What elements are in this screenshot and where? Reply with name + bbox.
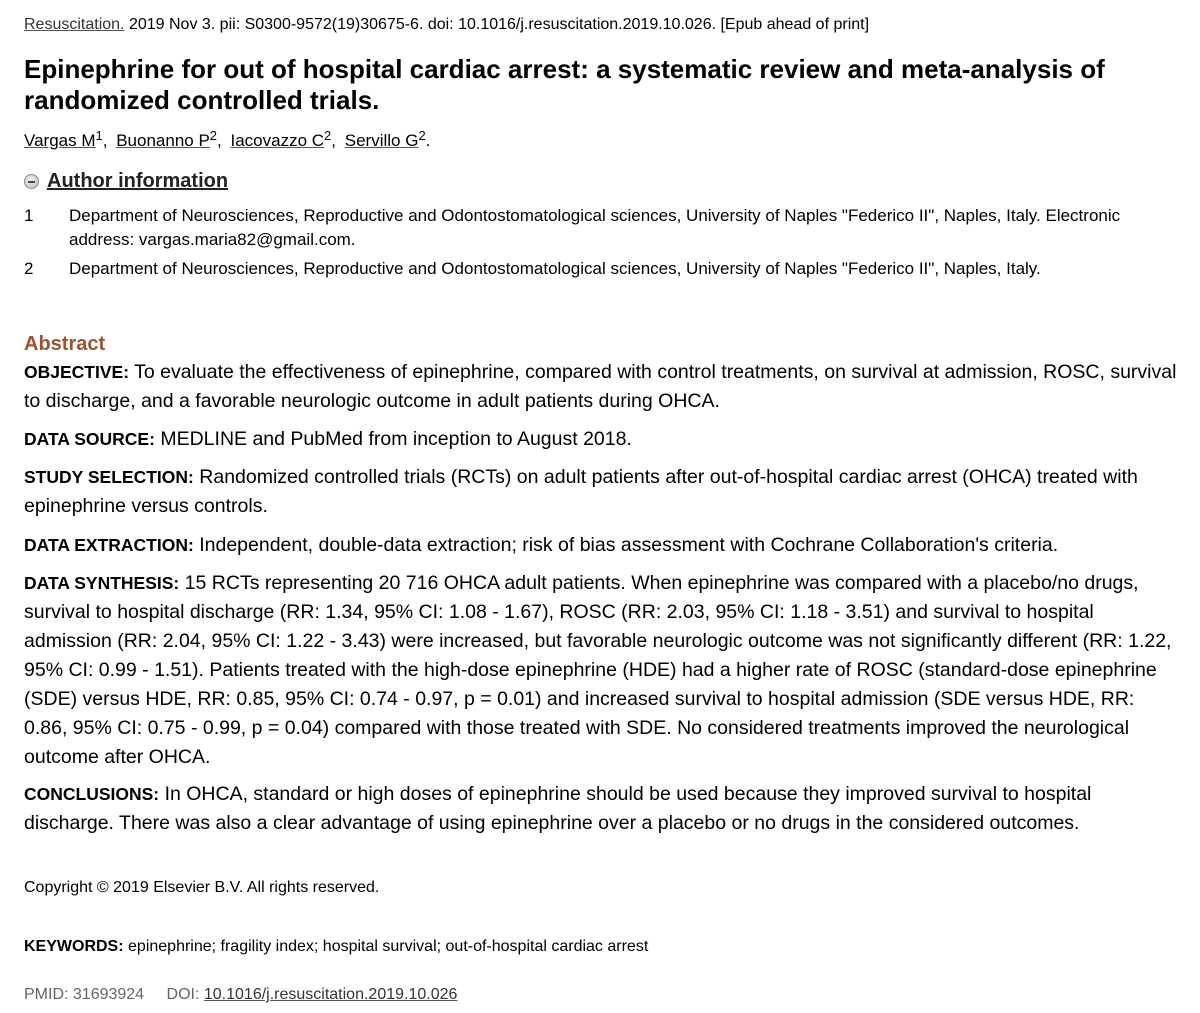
section-text: In OHCA, standard or high doses of epinephrine should be used because they improved survival to hospital discharge. There was also a clear advantage of using epinephrine over a placebo or no drugs in the considered outcomes. [24,783,1092,834]
affiliation-text: Department of Neurosciences, Reproductive and Odontostomatological sciences, University of Naples "Federico II", Naples, Italy. Electronic address: vargas.maria82@gmail.com. [69,206,1121,249]
section-label: OBJECTIVE: [24,362,130,382]
affiliation-text: Department of Neurosciences, Reproductive and Odontostomatological sciences, University of Naples "Federico II", Naples, Italy. [69,259,1041,278]
section-text: Randomized controlled trials (RCTs) on adult patients after out-of-hospital cardiac arrest (OHCA) treated with epinephrine versus controls. [24,466,1138,517]
author-information-toggle[interactable] [24,170,228,193]
abstract-section-data-source [24,425,1179,454]
section-label: CONCLUSIONS: [24,784,160,804]
affiliation-number: 1 [24,206,34,225]
author-link[interactable]: Vargas M [24,131,96,150]
citation-details: 2019 Nov 3. pii: S0300-9572(19)30675-6. doi: 10.1016/j.resuscitation.2019.10.026. [Epub ahead of print] [128,16,870,33]
collapse-minus-icon[interactable] [24,174,39,189]
author-link[interactable]: Buonanno P [116,131,210,150]
author-affil-sup: 2 [209,128,218,143]
section-label: DATA SYNTHESIS: [24,573,180,593]
abstract-section-data-extraction [24,531,1179,560]
doi-link[interactable]: 10.1016/j.resuscitation.2019.10.026 [203,986,458,1003]
abstract-section-data-synthesis [24,569,1179,772]
affiliation-item [24,257,1174,281]
section-text: To evaluate the effectiveness of epinephrine, compared with control treatments, on survival at admission, ROSC, survival to discharge, and a favorable neurologic outcome in adult patients during OHCA. [24,361,1177,412]
affiliation-number: 2 [24,259,34,278]
keywords-line [24,938,648,956]
section-text: Independent, double-data extraction; risk of bias assessment with Cochrane Collaboration's criteria. [199,534,1059,556]
author-affil-sup: 2 [418,128,426,143]
keywords-text: epinephrine; fragility index; hospital survival; out-of-hospital cardiac arrest [128,938,649,955]
abstract-heading: Abstract [24,333,106,355]
citation-line [24,16,869,34]
abstract-section-conclusions [24,780,1179,838]
section-label: STUDY SELECTION: [24,467,194,487]
author-link[interactable]: Servillo G [344,131,419,150]
author-link[interactable]: Iacovazzo C [230,131,325,150]
section-text: MEDLINE and PubMed from inception to August 2018. [160,428,632,450]
section-text: 15 RCTs representing 20 716 OHCA adult patients. When epinephrine was compared with a placebo/no drugs, survival to hospital discharge (RR: 1.34, 95% CI: 1.08 - 1.67), ROSC (RR: 2.03, 95% CI: 1.18 - 3.51) and survival to hospital admission (RR: 2.04, 95% CI: 1.22 - 3.43) were increased, but favorable neurologic outcome was not significantly different (RR: 1.22, 95% CI: 0.99 - 1.51). Patients treated with the high-dose epinephrine (HDE) had a higher rate of ROSC (standard-dose epinephrine (SDE) versus HDE, RR: 0.85, 95% CI: 0.74 - 0.97, p = 0.01) and increased survival to hospital admission (SDE versus HDE, RR: 0.86, 95% CI: 0.75 - 0.99, p = 0.04) compared with those treated with SDE. No considered treatments improved the neurological outcome after OHCA. [24,572,1172,768]
abstract-section-objective [24,358,1179,416]
section-label: DATA EXTRACTION: [24,535,194,555]
journal-link[interactable]: Resuscitation. [24,16,125,33]
identifier-line [24,986,457,1004]
author-affil-sup: 1 [95,128,103,143]
author-affil-sup: 2 [324,128,332,143]
copyright-notice: Copyright © 2019 Elsevier B.V. All rights reserved. [24,879,380,896]
author-information-label[interactable]: Author information [47,170,229,192]
pmid: PMID: 31693924 [24,986,145,1003]
affiliation-item [24,204,1174,252]
section-label: DATA SOURCE: [24,429,155,449]
author-list: Vargas $M^1$, Buonanno $P^2$, Iacovazzo $C^2$, Servillo $G^2$. [24,128,431,150]
doi-label: DOI: [166,986,200,1003]
abstract-section-study-selection [24,463,1179,521]
keywords-label: KEYWORDS: [24,938,124,955]
article-title: Epinephrine for out of hospital cardiac arrest: a systematic review and meta-analysis of randomized controlled trials. [24,54,1105,115]
